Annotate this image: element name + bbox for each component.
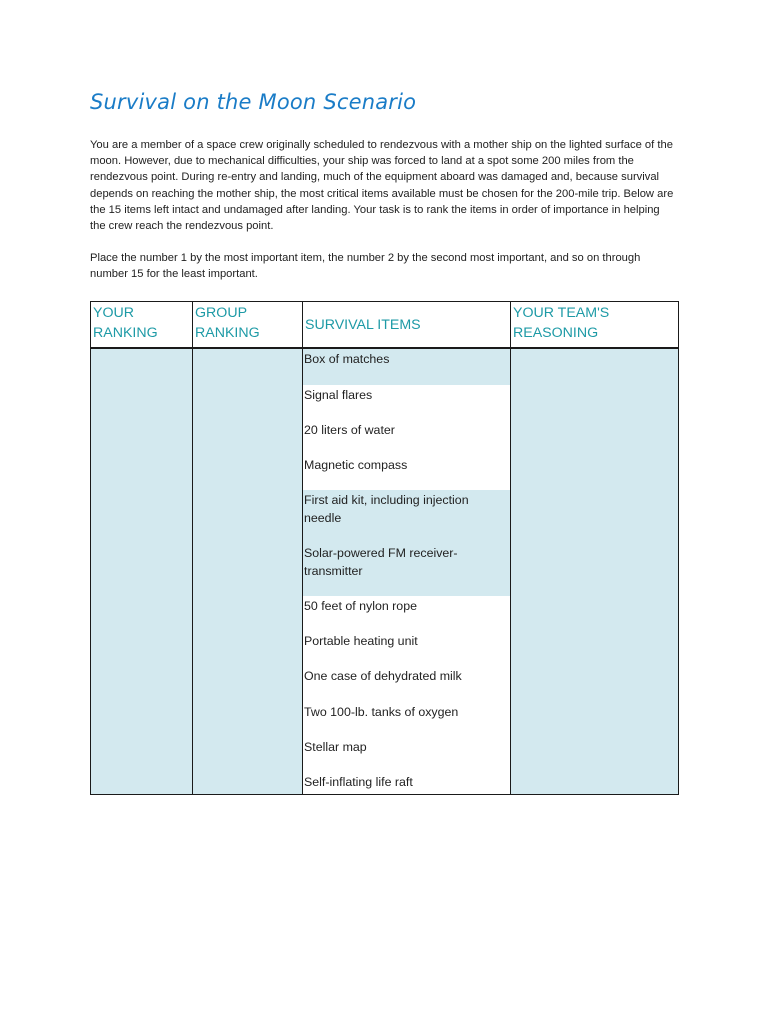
- survival-item: Self-inflating life raft: [304, 775, 413, 789]
- survival-item: Box of matches: [303, 349, 510, 385]
- ranking-instructions: Place the number 1 by the most important item, the number 2 by the second most important, and so on through number 15 for the least important.: [90, 252, 641, 281]
- survival-item: Magnetic compass: [304, 458, 408, 472]
- your-ranking-cell[interactable]: [91, 348, 193, 795]
- team-reasoning-cell[interactable]: [511, 348, 679, 795]
- header-survival-items: SURVIVAL ITEMS: [303, 302, 511, 349]
- survival-item: First aid kit, including injection needle: [303, 490, 510, 543]
- table-header-row: [91, 302, 679, 349]
- page-title: Survival on the Moon Scenario: [90, 90, 417, 114]
- header-your-ranking: YOUR RANKING: [91, 302, 193, 349]
- ranking-table: [90, 301, 679, 795]
- survival-item: Two 100-lb. tanks of oxygen: [304, 705, 459, 719]
- table-body-row: [91, 348, 679, 795]
- header-team-reasoning: YOUR TEAM'S REASONING: [511, 302, 679, 349]
- survival-item: 20 liters of water: [304, 423, 395, 437]
- survival-item: 50 feet of nylon rope: [304, 599, 417, 613]
- survival-item: Solar-powered FM receiver-transmitter: [303, 543, 510, 596]
- header-group-ranking: GROUP RANKING: [193, 302, 303, 349]
- survival-item: Signal flares: [304, 388, 373, 402]
- survival-items-cell: [303, 348, 511, 795]
- survival-item: Stellar map: [304, 740, 367, 754]
- survival-item: One case of dehydrated milk: [304, 669, 462, 683]
- survival-item: Portable heating unit: [304, 634, 418, 648]
- group-ranking-cell[interactable]: [193, 348, 303, 795]
- scenario-description: You are a member of a space crew originally scheduled to rendezvous with a mother ship on the lighted surface of the moon. However, due to mechanical difficulties, your ship was forced to land at a spot some 200 miles from the rendezvous point. During re-entry and landing, much of the equipment aboard was damaged and, because survival depends on reaching the mother ship, the most critical items available must be chosen for the 200-mile trip. Below are the 15 items left intact and undamaged after landing. Your task is to rank the items in order of importance in helping the crew reach the rendezvous point.: [90, 139, 674, 233]
